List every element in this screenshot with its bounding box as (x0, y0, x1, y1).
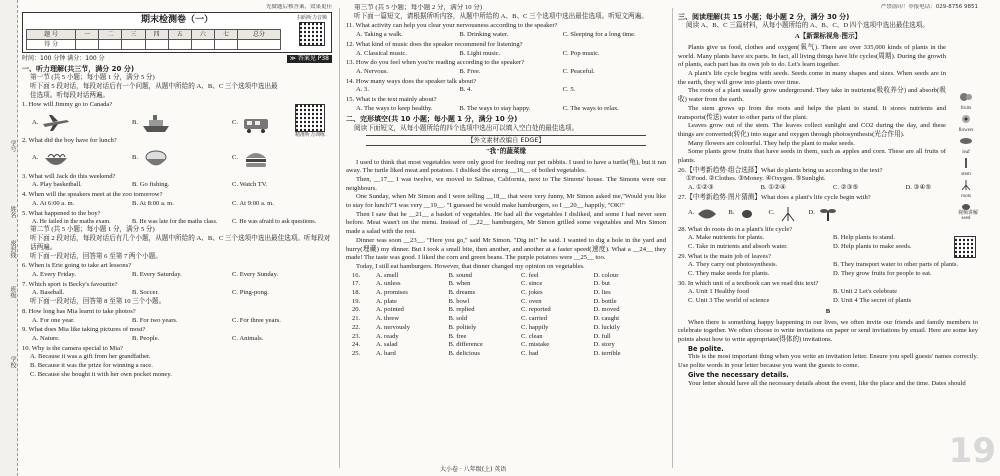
option-b[interactable]: B. bowl (448, 297, 470, 305)
question-4: 4. When will the speakers meet at the zoo tomorrow? (22, 191, 163, 199)
option-a[interactable]: A. unless (376, 280, 401, 288)
page-footer: 大小卷 · 八年级(上) 英语 (440, 466, 507, 474)
option-a[interactable]: A. hard (376, 350, 396, 357)
reading-instructions: 阅读 A、B、C 三篇材料，从每小题所给的 A、B、C、D 四个选项中选出最佳选项。 (686, 22, 929, 30)
option-c[interactable]: C. reported (521, 306, 551, 314)
seed-icon (959, 202, 973, 212)
strip-label-seal: 密封线 (9, 240, 16, 258)
choice-number: 16. (352, 271, 361, 279)
option-a[interactable]: A. Baseball. (32, 289, 65, 297)
leaf-icon (959, 136, 973, 146)
score-header: 五 (168, 30, 191, 40)
reading-paragraph: Plants give us food, clothes and oxygen(氧气). There are over 335,000 kinds of plants in the world. Many plants have six parts. In fact, all living things have life cycles(周期). During the growth of plants, each part has its own job to do. Let's learn together. (678, 43, 946, 69)
option-d[interactable]: D. They grow fruits for people to eat. (833, 270, 932, 278)
question-2: 2. What did the boy have for lunch? (22, 137, 117, 145)
question-8: 8. How long has Mia learnt to take photos? (22, 307, 136, 315)
option-d[interactable]: D. colour (593, 271, 619, 279)
option-c[interactable]: C. Take in nutrients and absorb water. (688, 242, 788, 250)
column-divider (339, 8, 340, 468)
question-9: 9. What does Mia like taking pictures of most? (22, 326, 146, 334)
score-cell[interactable] (168, 40, 191, 50)
q27-image-options (688, 203, 978, 225)
question-14: 14. How many ways does the speaker talk about? (346, 77, 477, 85)
q10-option-b[interactable]: B. Because it was the prize for winning a race. (30, 362, 153, 370)
reading-paragraph: Your letter should have all the necessary details about the event, like the place and the time. Dates should (688, 379, 966, 387)
score-header: 二 (99, 30, 122, 40)
option-a[interactable]: A. Play basketball. (32, 181, 82, 189)
option-b[interactable]: B. Help plants to stand. (833, 234, 895, 242)
option-a[interactable]: A. (688, 207, 718, 221)
reading-paragraph: The stem grows up from the roots and helps the plant to stand. It stores nutrients and transports(传送) water to other parts of the plant. (678, 104, 946, 121)
q28-options-row2 (688, 243, 978, 252)
listening-qr-block (290, 104, 330, 139)
score-cell[interactable] (76, 40, 99, 50)
strip-label-class: 班级 (9, 286, 16, 298)
train-icon (241, 112, 271, 134)
q26-items: ①Food. ②Clothes. ③Money. ④Oxygen. ⑤Sunlight. (686, 175, 826, 183)
question-15: 15. What is the text mainly about? (346, 96, 437, 104)
video-qr-caption: 视频讲解 (957, 210, 978, 217)
section-reading-title: 三、阅读理解(共 15 小题；每小题 2 分，满分 30 分) (678, 13, 850, 22)
q10-option-c[interactable]: C. Because she bought it with her own pocket money. (30, 370, 172, 378)
audio-qr-block (297, 15, 327, 46)
roots-icon (777, 207, 799, 221)
reading-paragraph: When there is something happy happening in our lives, we often invite our friends and family members to celebrate together. We often choose to write invitations on paper or send invitations by email. Here are some key points about how to write appropriate(得体的) invitations. (678, 318, 978, 343)
plant-part-label: leaf (954, 136, 978, 158)
hamburger-icon (241, 148, 271, 170)
reading-paragraph: Leaves grow out of the stem. The leaves collect sunlight and CO2 during the day, and these things are converted(转化) into sugar and oxygen through photosynthesis(光合作用). (678, 122, 946, 138)
option-a[interactable]: A. threw (376, 315, 400, 323)
option-a[interactable]: A. 3. (356, 86, 370, 94)
reading-paragraph: This is the most important thing when you write an invitation letter. Ensure you spell guests' names correctly. Use polite words in your letter because you want the guests to come. (678, 353, 978, 370)
score-header: 三 (122, 30, 145, 40)
cloze-choices (352, 272, 666, 359)
question-27: 27.【中考新趋势·图片猜测】What does a plant's life cycle begin with? (678, 193, 871, 201)
leaf-icon (696, 207, 718, 221)
title-box (22, 12, 332, 53)
column-reading (678, 4, 978, 470)
option-b[interactable]: B. For two years. (132, 316, 178, 324)
question-30: 30. In which unit of a textbook can we read this text? (678, 279, 819, 287)
option-c[interactable]: C. oven (521, 297, 542, 305)
option-a[interactable]: A. smell (376, 271, 399, 279)
question-26: 26.【中考新趋势·组合选择】What do plants bring us according to the text? (678, 166, 883, 174)
option-b[interactable]: B. Free. (459, 67, 481, 75)
option-a[interactable]: A. They carry out photosynthesis. (688, 261, 778, 269)
option-b[interactable]: B. People. (132, 334, 160, 342)
option-a[interactable]: A. promises (376, 289, 408, 297)
option-b[interactable]: B. (728, 207, 758, 221)
choice-number: 23. (352, 332, 361, 340)
part3-instructions: 听下面一篇短文，请根据所听内容，从题中所给的 A、B、C 三个选项中选出最佳选项。听短文两遍。 (354, 12, 648, 20)
option-b[interactable]: B. politely (448, 323, 477, 331)
option-c[interactable]: C. mistake (521, 341, 550, 349)
score-header: 六 (191, 30, 214, 40)
q8-options (32, 317, 332, 326)
choice-number: 22. (352, 323, 361, 331)
cloze-paragraph: Today, I still eat hamburgers. However, that dinner changed my opinion on vegetables. (356, 262, 585, 270)
option-a[interactable]: A. Nervous. (356, 67, 389, 75)
video-qr-code[interactable] (954, 236, 976, 258)
fruit-icon (959, 92, 973, 102)
q29-options-row1 (688, 261, 978, 270)
option-a[interactable]: A. Every Friday. (32, 271, 76, 278)
part1-title: 第一节 (共 5 小题；每小题 1 分，满分 5 分) (30, 74, 155, 82)
q3-options (32, 181, 332, 190)
header-note: 先做题后核答案，效果更佳 (265, 4, 332, 10)
question-6: 6. When is Erie going to take art lessons? (22, 262, 132, 270)
audio-qr-caption: 扫码听力音频 (297, 15, 328, 22)
option-c[interactable]: C. At 9:00 a. m. (232, 199, 274, 207)
option-a[interactable]: A. Taking a walk. (356, 31, 403, 39)
option-c[interactable]: C. Watch TV. (232, 181, 268, 189)
choice-number: 19. (352, 297, 361, 305)
score-header: 七 (214, 30, 237, 40)
listening-qr-code[interactable] (295, 104, 325, 132)
time-limit: 时间：100 分钟 满分：100 分 (22, 55, 105, 63)
option-b[interactable]: B. dreams (448, 289, 476, 297)
score-table (26, 29, 281, 50)
question-11: 11. What activity can help you clear your nervousness according to the speaker? (346, 22, 558, 30)
option-a[interactable]: A. nervously (376, 323, 411, 331)
option-d[interactable]: D. Help plants to make seeds. (833, 242, 912, 250)
choice-number: 25. (352, 350, 361, 357)
dialogue1-instruction: 听下面一段对话，回答第 6 至第 7 两个小题。 (30, 252, 162, 260)
option-b[interactable]: B. replied (448, 306, 475, 314)
option-b[interactable]: B. Light music. (459, 49, 501, 57)
reading-paragraph: A plant's life cycle begins with seeds. Seeds come in many shapes and sizes. When seeds are in the earth, they will grow into plants over time. (678, 70, 946, 86)
option-b[interactable]: B. difference (448, 341, 483, 349)
q26-options (688, 184, 978, 193)
option-c[interactable]: C. They make seeds for plants. (688, 270, 770, 278)
plant-part-label: seed (954, 202, 978, 224)
score-header: 总分 (238, 30, 281, 40)
reading-paragraph: Many flowers are colourful. They help the plant to make seeds. (688, 139, 855, 147)
option-c[interactable]: C. Every Sunday. (232, 271, 279, 278)
option-a[interactable]: A. The ways to keep healthy. (356, 104, 433, 112)
option-c[interactable]: C. (232, 148, 332, 170)
option-d[interactable]: D. moved (593, 306, 620, 314)
question-28: 28. What do roots do in a plant's life cycle? (678, 225, 793, 233)
option-b[interactable]: B. free (448, 332, 467, 340)
option-c[interactable]: C. jokes (521, 289, 543, 297)
option-a[interactable]: A. Make nutrients for plants. (688, 234, 765, 242)
option-d[interactable]: D. Unit 4 The secret of plants (833, 297, 912, 305)
q10-option-a[interactable]: A. Because it was a gift from her grandfather. (30, 353, 151, 361)
option-c[interactable]: C. He was afraid to ask questions. (232, 218, 317, 226)
score-cell[interactable] (191, 40, 214, 50)
section-cloze-title: 二、完形填空(共 10 小题；每小题 1 分，满分 10 分) (346, 115, 518, 124)
passage-b-title: B (825, 307, 831, 315)
option-b[interactable]: B. The ways to stay happy. (459, 104, 531, 112)
option-d[interactable]: D. full (593, 332, 611, 340)
exam-meta (22, 55, 332, 63)
option-d[interactable]: D. luckily (593, 323, 620, 331)
option-a[interactable]: A. At 6:00 a. m. (32, 199, 75, 207)
q7-options (32, 289, 332, 298)
option-a[interactable]: A. plate (376, 297, 397, 305)
cloze-paragraph: Then, __17__ I was twelve, we moved to Salinas, California, next to The Simons' house. The Simons were our neighbours. (346, 175, 666, 192)
passage-a-body (678, 44, 946, 166)
option-c[interactable]: C. Unit 3 The world of science (688, 297, 770, 305)
score-header: 一 (76, 30, 99, 40)
part1-instructions: 听下面 5 段对话，每段对话后有一个问题，从题中所给的 A、B、C 三个选项中选出最佳选项。听每段对话两遍。 (30, 82, 278, 99)
option-c[interactable]: C. ②③⑤ (833, 184, 859, 192)
q13-options (356, 68, 666, 77)
option-a[interactable]: A. (32, 112, 132, 134)
cloze-paragraph: Dinner was soon __23__. "Here you go," said Mr Simon. "Dig in!" he said. I wanted to dig a hole in the yard and hurry(埋藏) my dinner. But I took a small bite, then another, and another at a faster speed(速度). What a __24__ they made! The taste was good. I liked the corn and green beans. The purple potatoes were __25__ too. (346, 236, 666, 262)
passage-source: 【外文素材改编自 EDGE】 (366, 135, 646, 145)
option-b[interactable]: B. when (448, 280, 471, 288)
dialogue2-instruction: 听下面一段对话，回答第 8 至第 10 三个小题。 (30, 298, 166, 306)
option-b[interactable]: B. They transport water to other parts of plants. (833, 261, 959, 269)
choice-number: 20. (352, 306, 361, 314)
option-b[interactable]: B. delicious (448, 350, 481, 357)
option-b[interactable]: B. He was late for the maths class. (132, 218, 218, 226)
option-b[interactable]: B. Go fishing. (132, 181, 170, 189)
option-b[interactable]: B. At 8:00 a. m. (132, 199, 174, 207)
option-c[interactable]: C. Pop music. (562, 49, 600, 57)
q28-options-row1 (688, 234, 978, 243)
passage-title: "我"的蔬菜缘 (485, 147, 527, 155)
option-c[interactable]: C. The ways to relax. (562, 104, 619, 112)
option-d[interactable]: D. story (593, 341, 615, 349)
cloze-paragraph: One Sunday, when Mr Simon and I were telling __18__ that were very funny, Mr Simon asked me,"Would you like to stay for lunch?"I was very __19__. "I guessed he would make hamburgers, so I __20__ happily, "OK!" (346, 193, 666, 210)
option-c[interactable]: C. (232, 112, 332, 134)
option-b[interactable]: B. sound (448, 271, 472, 279)
audio-qr-code[interactable] (299, 22, 325, 46)
reading-paragraph: The roots of a plant usually grow underground. They take in nutrients(吸收养分) and absorb(吸收) water from the earth. (678, 87, 946, 104)
score-cell[interactable] (238, 40, 281, 50)
subheading: Be polite. (688, 344, 724, 353)
question-5: 5. What happened to the boy? (22, 209, 101, 217)
score-cell[interactable] (214, 40, 237, 50)
airplane-icon (41, 112, 71, 134)
q2-image-options (32, 146, 332, 172)
strip-label-school: 学校 (9, 356, 16, 368)
option-b[interactable]: B. ①②④ (760, 184, 786, 192)
option-b[interactable]: B. Unit 2 Let's celebrate (833, 288, 897, 296)
question-1: 1. How will Jimmy go to Canada? (22, 101, 113, 109)
option-c[interactable]: C. Peaceful. (562, 67, 595, 75)
option-c[interactable]: C. For three years. (232, 316, 281, 324)
q14-options (356, 86, 666, 95)
option-d[interactable]: D. caught (593, 315, 620, 323)
option-c[interactable]: C. happily (521, 323, 549, 331)
question-3: 3. What will Jack do this weekend? (22, 172, 116, 180)
option-a[interactable]: A. Nature. (32, 334, 60, 342)
q6-options (32, 271, 332, 280)
q30-options-row1 (688, 288, 978, 297)
column-listening-cloze (346, 4, 666, 470)
rice-bowl-icon (141, 148, 171, 170)
option-c[interactable]: C. feel (521, 271, 539, 279)
option-a[interactable]: A. Unit 1 Healthy food (688, 288, 749, 296)
score-header: 题 号 (27, 30, 76, 40)
option-c[interactable]: C. Ping-pong. (232, 289, 269, 297)
noodle-bowl-icon (41, 148, 71, 170)
option-a[interactable]: A. For one year. (32, 316, 75, 324)
anti-piracy-note: 严禁盗印！举报电话：029-8756 9851 (880, 4, 978, 10)
option-c[interactable]: C. bad (521, 350, 539, 357)
question-10: 10. Why is the camera special to Mia? (22, 344, 123, 352)
page-title: 期末检测卷（一） (140, 15, 213, 26)
option-c[interactable]: C. clean (521, 332, 543, 340)
choice-number: 18. (352, 289, 361, 297)
part3-title: 第三节 (共 5 小题；每小题 2 分，满分 10 分) (354, 4, 483, 11)
subheading: Give the necessary details. (688, 370, 789, 379)
roots-icon (959, 180, 973, 190)
score-cell[interactable] (99, 40, 122, 50)
option-c[interactable]: C. Sleeping for a long time. (562, 31, 636, 39)
part2-instructions: 听下面 2 段对话，每段对话后有几个小题，从题中所给的 A、B、C 三个选项中选出最佳选项。听每段对话两遍。 (30, 235, 331, 251)
option-b[interactable]: B. Every Saturday. (132, 271, 182, 278)
option-b[interactable]: B. 4. (459, 86, 472, 94)
q9-options (32, 335, 332, 344)
section-listening-title: 一、听力理解(共三节，满分 20 分) (22, 65, 135, 74)
score-header: 四 (145, 30, 168, 40)
option-d[interactable]: D. lies (593, 289, 611, 297)
q4-options (32, 200, 332, 209)
score-cell[interactable] (145, 40, 168, 50)
option-d[interactable]: D. bottle (593, 297, 617, 305)
sprout-icon (817, 207, 839, 221)
q12-options (356, 50, 666, 59)
option-a[interactable]: A. Classical music. (356, 49, 407, 57)
page-number: 19 (948, 431, 996, 472)
option-a[interactable]: A. He failed in the maths exam. (32, 218, 111, 226)
option-b[interactable]: B. (132, 112, 232, 134)
option-a[interactable]: A. ready (376, 332, 399, 340)
option-c[interactable]: C. 5. (562, 86, 576, 94)
question-7: 7. Which sport is Becky's favourite? (22, 280, 118, 288)
option-a[interactable]: A. (32, 148, 132, 170)
question-12: 12. What kind of music does the speaker recommend for listening? (346, 40, 523, 48)
reading-paragraph: Some plants grow fruits that have seeds in them, such as apples and corn. These are all fruits of plants. (678, 148, 946, 165)
option-b[interactable]: B. Drinking water. (459, 31, 509, 39)
q15-options (356, 105, 666, 114)
cloze-paragraph: I used to think that most vegetables were only good for feeding our pet rabbits. I used to have a turtle(龟), but it ran away. The turtle liked meat and potatoes. I disliked the strong __16__ of boiled vegetables. (346, 158, 666, 175)
plant-part-label: roots (954, 180, 978, 202)
option-d[interactable]: D. (809, 207, 839, 221)
column-divider (672, 8, 673, 468)
q1-image-options (32, 110, 332, 136)
flower-icon (959, 114, 973, 124)
part2-title: 第二节 (共 5 小题；每小题 1 分，满分 5 分) (30, 226, 155, 234)
q11-options (356, 31, 666, 40)
option-b[interactable]: B. (132, 148, 232, 170)
plant-part-label: stem (954, 158, 978, 180)
option-b[interactable]: B. Soccer. (132, 289, 159, 297)
q30-options-row2 (688, 297, 978, 306)
choice-number: 17. (352, 280, 361, 288)
strip-label-id: 学号 (9, 140, 16, 152)
option-a[interactable]: A. ①②③ (688, 184, 714, 192)
score-cell[interactable] (122, 40, 145, 50)
option-b[interactable]: B. sold (448, 315, 468, 323)
column-listening (22, 4, 332, 470)
plant-part-label: flowers (954, 114, 978, 136)
option-a[interactable]: A. pointed (376, 306, 404, 314)
listening-qr-caption: 精准听力训练 (294, 132, 325, 138)
cloze-paragraph: Then I saw that he __21__ a basket of vegetables. He had all the vegetables I disliked, and some I had never seen before. Meat wasn't on the menu. Instead of __22__ hamburgers, Mr Simon grilled some vegetables and Mrs Simon made a salad with the rest. (346, 210, 666, 236)
stem-icon (959, 158, 973, 168)
option-c[interactable]: C. (768, 207, 798, 221)
choice-number: 21. (352, 315, 361, 323)
option-a[interactable]: A. salad (376, 341, 398, 349)
option-c[interactable]: C. since (521, 280, 543, 288)
ship-icon (141, 112, 171, 134)
option-d[interactable]: D. ③④⑤ (905, 184, 932, 192)
score-row-label: 得 分 (27, 40, 76, 50)
choice-number: 24. (352, 341, 361, 349)
answer-reference: ≫ 答案见 P38 (287, 55, 332, 63)
question-29: 29. What is the main job of leaves? (678, 252, 771, 260)
plant-part-label: fruits (954, 92, 978, 114)
option-d[interactable]: D. but (593, 280, 610, 288)
question-13: 13. How do you feel when you're reading according to the speaker? (346, 59, 525, 67)
option-c[interactable]: C. carried (521, 315, 547, 323)
cloze-instructions: 阅读下面短文，从每小题所给的四个选项中选出可以填入空白处的最佳选项。 (354, 124, 579, 132)
strip-label-name: 姓名 (9, 206, 16, 218)
passage-a-title: A【新课标视角·图示】 (794, 33, 862, 41)
q29-options-row2 (688, 270, 978, 279)
option-d[interactable]: D. terrible (593, 350, 621, 357)
option-c[interactable]: C. Animals. (232, 334, 264, 342)
plant-parts-diagram (954, 92, 978, 224)
binding-strip (0, 0, 18, 476)
seed-icon (736, 207, 758, 221)
